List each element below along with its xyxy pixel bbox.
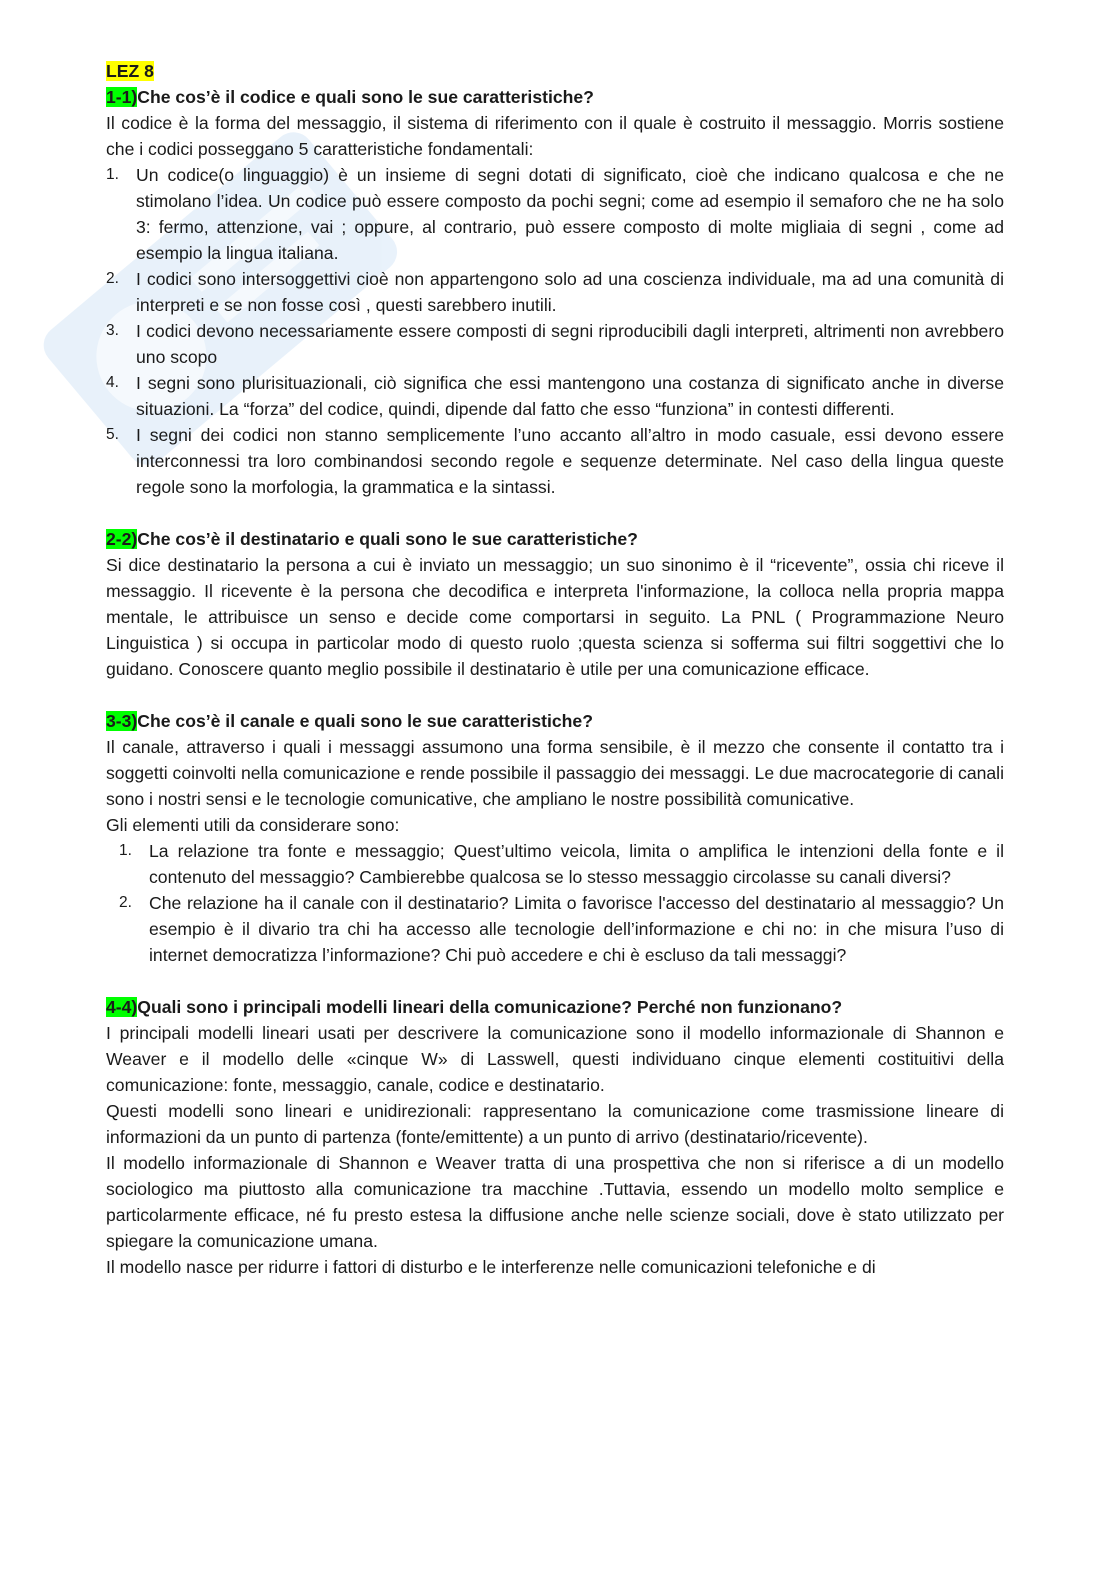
- list-number: 1.: [106, 166, 119, 183]
- section-number: 3-3): [106, 711, 138, 731]
- list-item: 5. I segni dei codici non stanno semplicemente l’uno accanto all’altro in modo casuale, essi devono essere interconnessi tra loro combinandosi secondo regole e sequenze determinate. Nel caso della lingua queste regole sono la morfologia, la grammatica e la sintassi.: [106, 422, 1004, 500]
- list-item: 1. La relazione tra fonte e messaggio; Quest’ultimo veicola, limita o amplifica le intenzioni della fonte e il contenuto del messaggio? Cambierebbe qualcosa se lo stesso messaggio circolasse su canali diversi?: [106, 838, 1004, 890]
- list-number: 5.: [106, 426, 119, 443]
- section-modelli-lineari: [106, 994, 1004, 1280]
- section-number: 4-4): [106, 997, 138, 1017]
- section-title: Che cos’è il destinatario e quali sono le sue caratteristiche?: [137, 529, 638, 549]
- paragraph: I principali modelli lineari usati per descrivere la comunicazione sono il modello informazionale di Shannon e Weaver e il modello delle «cinque W» di Lasswell, questi individuano cinque elementi costituitivi della comunicazione: fonte, messaggio, canale, codice e destinatario.: [106, 1023, 1004, 1095]
- section-heading: [106, 994, 1004, 1020]
- paragraph: Il modello nasce per ridurre i fattori di disturbo e le interferenze nelle comunicazioni telefoniche e di: [106, 1257, 876, 1277]
- list-item: 4. I segni sono plurisituazionali, ciò significa che essi mantengono una costanza di significato anche in diverse situazioni. La “forza” del codice, quindi, dipende dal fatto che esso “funziona” in contesti differenti.: [106, 370, 1004, 422]
- list-number: 2.: [106, 270, 119, 287]
- lesson-label: LEZ 8: [106, 61, 154, 81]
- paragraph: Si dice destinatario la persona a cui è inviato un messaggio; un suo sinonimo è il “ricevente”, ossia chi riceve il messaggio. Il ricevente è la persona che decodifica e interpreta l'informazione, la colloca nella propria mappa mentale, le attribuisce un senso e decide come comportarsi in seguito. La PNL ( Programmazione Neuro Linguistica ) si occupa in particolar modo di questo ruolo ;questa scienza si sofferma sui filtri soggettivi che lo guidano. Conoscere quanto meglio possibile il destinatario è utile per una comunicazione efficace.: [106, 555, 1004, 679]
- section-number: 2-2): [106, 529, 138, 549]
- paragraph: Questi modelli sono lineari e unidirezionali: rappresentano la comunicazione come trasmissione lineare di informazioni da un punto di partenza (fonte/emittente) a un punto di arrivo (destinatario/ricevente).: [106, 1101, 1004, 1147]
- section-codice: [106, 84, 1004, 500]
- list-item: 2. Che relazione ha il canale con il destinatario? Limita o favorisce l'accesso del destinatario al messaggio? Un esempio è il divario tra chi ha accesso alle tecnologie dell’informazione e chi no: in che misura l’uso di internet democratizza l’informazione? Chi può accedere e chi è escluso da tali messaggi?: [106, 890, 1004, 968]
- section-destinatario: [106, 526, 1004, 682]
- paragraph: Il codice è la forma del messaggio, il sistema di riferimento con il quale è costruito il messaggio. Morris sostiene che i codici posseggano 5 caratteristiche fondamentali:: [106, 113, 1004, 159]
- paragraph: Gli elementi utili da considerare sono:: [106, 815, 400, 835]
- section-title: Quali sono i principali modelli lineari della comunicazione? Perché non funzionano?: [137, 997, 843, 1017]
- section-heading: [106, 84, 1004, 110]
- list-number: 3.: [106, 322, 119, 339]
- paragraph: Il canale, attraverso i quali i messaggi assumono una forma sensibile, è il mezzo che consente il contatto tra i soggetti coinvolti nella comunicazione e rende possibile il passaggio dei messaggi. Le due macrocategorie di canali sono i nostri sensi e le tecnologie comunicative, che ampliano le nostre possibilità comunicative.: [106, 737, 1004, 809]
- paragraph: Il modello informazionale di Shannon e Weaver tratta di una prospettiva che non si riferisce a di un modello sociologico ma piuttosto alla comunicazione tra macchine .Tuttavia, essendo un modello molto semplice e particolarmente efficace, né fu presto estesa la diffusione anche nelle scienze sociali, dove è stato utilizzato per spiegare la comunicazione umana.: [106, 1153, 1004, 1251]
- list-number: 4.: [106, 374, 119, 391]
- section-number: 1-1): [106, 87, 138, 107]
- list-number: 2.: [119, 894, 132, 911]
- section-heading: [106, 708, 1004, 734]
- section-title: Che cos’è il canale e quali sono le sue caratteristiche?: [137, 711, 593, 731]
- list-item: 1. Un codice(o linguaggio) è un insieme di segni dotati di significato, cioè che indicano qualcosa e che ne stimolano l’idea. Un codice può essere composto da pochi segni; come ad esempio il semaforo che ne ha solo 3: fermo, attenzione, vai ; oppure, al contrario, può essere composto di molte migliaia di segni , come ad esempio la lingua italiana.: [106, 162, 1004, 266]
- list-item: 2. I codici sono intersoggettivi cioè non appartengono solo ad una coscienza individuale, ma ad una comunità di interpreti e se non fosse così , questi sarebbero inutili.: [106, 266, 1004, 318]
- document-page: [106, 58, 1004, 1280]
- section-heading: [106, 526, 1004, 552]
- section-canale: [106, 708, 1004, 968]
- section-title: Che cos’è il codice e quali sono le sue caratteristiche?: [137, 87, 594, 107]
- list-number: 1.: [119, 842, 132, 859]
- list-item: 3. I codici devono necessariamente essere composti di segni riproducibili dagli interpreti, altrimenti non avrebbero uno scopo: [106, 318, 1004, 370]
- numbered-list: [106, 162, 1004, 500]
- numbered-list: [106, 838, 1004, 968]
